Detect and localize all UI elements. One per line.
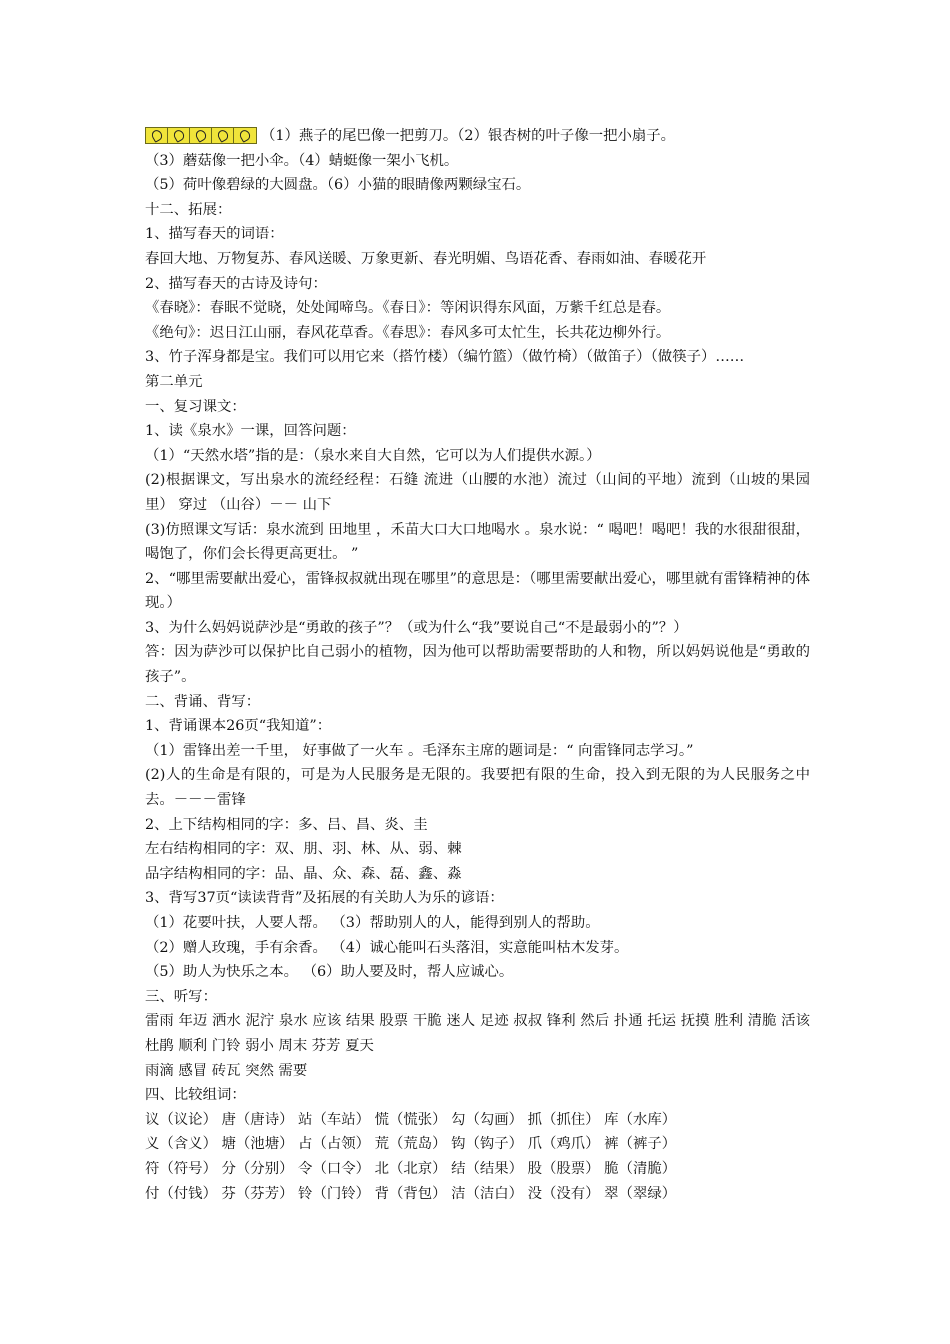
text-line: 1、读《泉水》一课，回答问题： — [145, 423, 356, 440]
text-line — [145, 124, 810, 149]
text-paragraph: 答：因为萨沙可以保护比自己弱小的植物，因为他可以帮助需要帮助的人和物，所以妈妈说他是“勇敢的孩子”。 — [145, 644, 810, 686]
text-line: （1）花要叶扶，人要人帮。 （3）帮助别人的人，能得到别人的帮助。 — [145, 915, 600, 931]
text-paragraph: (3)仿照课文写话：泉水流到 田地里 ，禾苗大口大口地喝水 。泉水说：“ 喝吧！喝吧！我的水很甜很甜，喝饱了，你们会长得更高更壮。 ” — [145, 521, 810, 563]
text-line: 1、背诵课本26页“我知道”： — [145, 718, 332, 735]
text-line: 1、描写春天的词语： — [145, 226, 284, 243]
text-line: （1）“天然水塔”指的是：（泉水来自大自然，它可以为人们提供水源。） — [145, 447, 601, 464]
unit-heading: 第二单元 — [145, 373, 203, 390]
section-heading: 四、比较组词： — [145, 1087, 246, 1104]
text-line: 春回大地、万物复苏、春风送暖、万象更新、春光明媚、鸟语花香、春雨如油、春暖花开 — [145, 250, 707, 267]
text-paragraph: 2、“哪里需要献出爱心，雷锋叔叔就出现在哪里”的意思是：（哪里需要献出爱心，哪里就有雷锋精神的体现。） — [145, 570, 810, 612]
text-paragraph: 雷雨 年迈 洒水 泥泞 泉水 应该 结果 股票 干脆 迷人 足迹 叔叔 锋利 然后 扑通 托运 抚摸 胜利 清脆 活该 杜鹃 顺利 门铃 弱小 周末 芬芳 夏天 — [145, 1013, 810, 1054]
text-line: 左右结构相同的字：双、朋、羽、林、从、弱、棘 — [145, 841, 462, 858]
line-text: （1）燕子的尾巴像一把剪刀。（2）银杏树的叶子像一把小扇子。 — [261, 128, 676, 144]
section-heading: 三、听写： — [145, 988, 217, 1005]
text-line: 品字结构相同的字：品、晶、众、森、磊、鑫、淼 — [145, 865, 462, 882]
text-line: 议（议论） 唐（唐诗） 站（车站） 慌（慌张） 勾（勾画） 抓（抓住） 库（水库） — [145, 1111, 677, 1128]
text-paragraph: (2)根据课文，写出泉水的流经经程：石缝 流进（山腰的水池）流过（山间的平地）流到（山坡的果园里） 穿过 （山谷）－－ 山下 — [145, 472, 810, 513]
text-line: 雨滴 感冒 砖瓦 突然 需要 — [145, 1062, 308, 1079]
document-page — [145, 124, 810, 1206]
text-line: （5）助人为快乐之本。 （6）助人要及时，帮人应诚心。 — [145, 964, 514, 981]
text-line: 3、背写37页“读读背背”及拓展的有关助人为乐的谚语： — [145, 890, 504, 907]
text-line: 3、竹子浑身都是宝。我们可以用它来（搭竹楼）（编竹篮）（做竹椅）（做笛子）（做筷子）…… — [145, 349, 745, 366]
text-line: 3、为什么妈妈说萨沙是“勇敢的孩子”？（或为什么“我”要说自己“不是最弱小的”？） — [145, 619, 688, 636]
text-line: 2、上下结构相同的字：多、吕、昌、炎、圭 — [145, 816, 428, 833]
text-line: 符（符号） 分（分别） 令（口令） 北（北京） 结（结果） 股（股票） 脆（清脆） — [145, 1160, 677, 1177]
text-line: 2、描写春天的古诗及诗句： — [145, 275, 327, 292]
section-heading: 十二、拓展： — [145, 201, 232, 218]
text-line: （1）雷锋出差一千里， 好事做了一火车 。毛泽东主席的题词是：“ 向雷锋同志学习。” — [145, 742, 694, 759]
text-line: （3）蘑菇像一把小伞。（4）蜻蜓像一架小飞机。 — [145, 152, 459, 169]
text-line: 义（含义） 塘（池塘） 占（占领） 荒（荒岛） 钩（钩子） 爪（鸡爪） 裤（裤子） — [145, 1136, 677, 1153]
text-paragraph: (2)人的生命是有限的，可是为人民服务是无限的。我要把有限的生命，投入到无限的为人民服务之中去。－－－雷锋 — [145, 767, 810, 809]
decorative-border-icon — [145, 127, 257, 144]
text-line: 《春晓》：春眠不觉晓，处处闻啼鸟。《春日》：等闲识得东风面，万紫千红总是春。 — [145, 300, 671, 317]
text-line: （2）赠人玫瑰，手有余香。 （4）诚心能叫石头落泪，实意能叫枯木发芽。 — [145, 939, 629, 956]
section-heading: 一、复习课文： — [145, 398, 246, 415]
text-line: 《绝句》：迟日江山丽，春风花草香。《春思》：春风多可太忙生，长共花边柳外行。 — [145, 324, 671, 341]
section-heading: 二、背诵、背写： — [145, 693, 261, 710]
text-line: （5）荷叶像碧绿的大圆盘。（6）小猫的眼睛像两颗绿宝石。 — [145, 177, 531, 194]
text-line: 付（付钱） 芬（芬芳） 铃（门铃） 背（背包） 洁（洁白） 没（没有） 翠（翠绿） — [145, 1185, 677, 1202]
